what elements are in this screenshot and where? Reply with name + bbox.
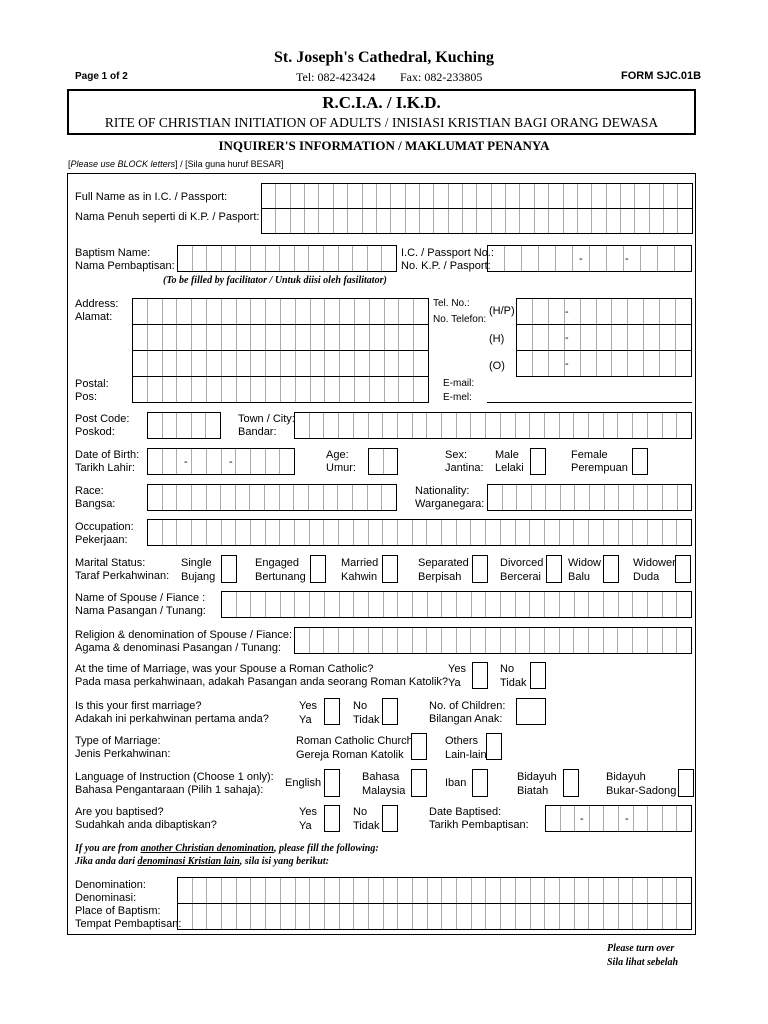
postal-input[interactable] [132,376,429,403]
other-denomination-note: If you are from another Christian denomination, please fill the following: [75,843,379,854]
age-input[interactable] [368,448,398,475]
bidayuh-bukar-label: Bidayuh Bukar-Sadong [606,771,677,797]
english-option-label: English [285,777,322,789]
marriage-type-label: Type of Marriage: [75,735,161,747]
phone-separator: - [565,332,569,344]
fax-number: Fax: 082-233805 [400,70,483,84]
iban-option-label: Iban [445,777,467,789]
no-label: No Tidak [500,663,527,689]
baptised-yes-checkbox[interactable] [324,805,340,832]
handphone-label: (H/P) [489,305,515,317]
children-label: No. of Children: [429,700,506,712]
baptism-name-input[interactable] [177,245,397,272]
block-letters-instruction: [Please use BLOCK letters] / [Sila guna huruf BESAR] [68,159,284,169]
widower-checkbox[interactable] [675,555,691,583]
marriage-type-label-malay: Jenis Perkahwinan: [75,748,171,760]
address-line-3-input[interactable] [132,350,429,377]
town-label: Town / City: [238,413,295,425]
bidayuh-biatah-checkbox[interactable] [563,769,579,797]
page-indicator: Page 1 of 2 [75,71,128,82]
place-of-baptism-input[interactable] [177,903,692,930]
spouse-name-input[interactable] [221,591,692,618]
date-separator: - [625,813,629,825]
spouse-religion-label: Religion & denomination of Spouse / Fiance: [75,629,293,641]
form-code: FORM SJC.01B [621,70,702,82]
sex-label-malay: Jantina: [445,462,484,474]
male-label: Male [495,449,519,461]
address-line-1-input[interactable] [132,298,429,325]
full-name-label-malay: Nama Penuh seperti di K.P. / Pasport: [75,211,260,223]
organization-name: St. Joseph's Cathedral, Kuching [273,49,495,66]
date-baptised-label-malay: Tarikh Pembaptisan: [429,819,529,831]
male-label-malay: Lelaki [495,462,524,474]
iban-checkbox[interactable] [472,769,488,797]
marital-option-engaged: Engaged Bertunang [255,557,306,583]
spouse-catholic-question: At the time of Marriage, was your Spouse a Roman Catholic? [75,663,374,675]
handphone-input[interactable] [516,298,692,325]
place-of-baptism-label: Place of Baptism: [75,905,161,917]
female-checkbox[interactable] [632,448,648,475]
denomination-label-malay: Denominasi: [75,892,137,904]
male-checkbox[interactable] [530,448,546,475]
baptism-name-label-malay: Nama Pembaptisan: [75,260,175,272]
marital-option-separated: Separated Berpisah [418,557,469,583]
catholic-church-checkbox[interactable] [411,733,427,760]
office-phone-input[interactable] [516,350,692,377]
form-subtitle: RITE OF CHRISTIAN INITIATION OF ADULTS / INISIASI KRISTIAN BAGI ORANG DEWASA [104,115,659,130]
sex-label: Sex: [445,449,468,461]
marital-option-widower: Widower Duda [633,557,676,583]
baptised-question: Are you baptised? [75,806,164,818]
spouse-name-label-malay: Nama Pasangan / Tunang: [75,605,206,617]
marital-option-married: Married Kahwin [341,557,379,583]
malay-option-label: Bahasa Malaysia [362,771,406,797]
phone-separator: - [565,358,569,370]
denomination-input[interactable] [177,877,692,904]
full-name-line-1-input[interactable] [261,183,693,209]
children-count-input[interactable] [516,698,546,725]
other-marriage-label: Others Lain-lain [445,735,487,761]
town-input[interactable] [294,412,692,439]
marital-option-widow: Widow Balu [568,557,602,583]
home-phone-input[interactable] [516,324,692,351]
spouse-catholic-yes-checkbox[interactable] [472,662,488,689]
first-marriage-question-malay: Adakah ini perkahwinan pertama anda? [75,713,269,725]
baptism-name-label: Baptism Name: [75,247,151,259]
separated-checkbox[interactable] [472,555,488,583]
form-title: R.C.I.A. / I.K.D. [322,93,441,112]
date-separator: - [229,456,233,468]
section-title: INQUIRER'S INFORMATION / MAKLUMAT PENANYA [218,138,550,153]
address-line-2-input[interactable] [132,324,429,351]
widow-checkbox[interactable] [603,555,619,583]
marital-status-label: Marital Status: [75,557,146,569]
yes-label: Yes Ya [299,700,317,726]
marital-status-label-malay: Taraf Perkahwinan: [75,570,170,582]
date-of-birth-label-malay: Tarikh Lahir: [75,462,135,474]
phone-separator: - [565,306,569,318]
email-input[interactable] [487,402,692,403]
home-phone-label: (H) [489,333,505,345]
date-separator: - [580,813,584,825]
language-label: Language of Instruction (Choose 1 only): [75,771,274,783]
race-label-malay: Bangsa: [75,498,116,510]
address-label: Address: [75,298,119,310]
occupation-label: Occupation: [75,521,134,533]
date-baptised-input[interactable] [545,805,692,832]
spouse-religion-label-malay: Agama & denominasi Pasangan / Tunang: [75,642,282,654]
single-checkbox[interactable] [221,555,237,583]
bidayuh-biatah-label: Bidayuh Biatah [517,771,557,797]
marital-option-single: Single Bujang [181,557,216,583]
postcode-label: Post Code: [75,413,130,425]
ic-number-label-malay: No. K.P. / Pasport: [401,260,491,272]
female-label-malay: Perempuan [571,462,628,474]
first-marriage-yes-checkbox[interactable] [324,698,340,725]
female-label: Female [571,449,608,461]
bidayuh-bukar-checkbox[interactable] [678,769,694,797]
nationality-label-malay: Warganegara: [415,498,485,510]
turn-over-note: Please turn over [607,943,675,954]
postcode-input[interactable] [147,412,221,439]
spouse-religion-input[interactable] [294,627,692,654]
postal-label: Postal: [75,378,109,390]
date-baptised-label: Date Baptised: [429,806,502,818]
spouse-catholic-question-malay: Pada masa perkahwinaan, adakah Pasangan anda seorang Roman Katolik? [75,676,449,688]
malay-checkbox[interactable] [411,769,427,797]
telephone-number: Tel: 082-423424 [296,70,376,84]
baptised-no-checkbox[interactable] [382,805,398,832]
first-marriage-no-checkbox[interactable] [382,698,398,725]
facilitator-note: (To be filled by facilitator / Untuk diisi oleh fasilitator) [163,275,387,286]
english-checkbox[interactable] [324,769,340,797]
marital-option-divorced: Divorced Bercerai [500,557,544,583]
full-name-line-2-input[interactable] [261,208,693,234]
turn-over-note-malay: Sila lihat sebelah [607,957,679,968]
divorced-checkbox[interactable] [546,555,562,583]
other-denomination-note-malay: Jika anda dari denominasi Kristian lain, sila isi yang berikut: [75,856,329,867]
postcode-label-malay: Poskod: [75,426,115,438]
yes-label: Yes Ya [299,806,317,832]
spouse-name-label: Name of Spouse / Fiance : [75,592,206,604]
nationality-input[interactable] [487,484,692,511]
baptised-question-malay: Sudahkah anda dibaptiskan? [75,819,217,831]
race-input[interactable] [147,484,397,511]
town-label-malay: Bandar: [238,426,277,438]
office-phone-label: (O) [489,360,505,372]
occupation-label-malay: Pekerjaan: [75,534,128,546]
postal-label-malay: Pos: [75,391,98,403]
denomination-label: Denomination: [75,879,146,891]
first-marriage-question: Is this your first marriage? [75,700,202,712]
date-of-birth-label: Date of Birth: [75,449,140,461]
married-checkbox[interactable] [382,555,398,583]
ic-separator: - [579,253,583,265]
date-of-birth-input[interactable] [147,448,295,475]
ic-separator: - [625,253,629,265]
place-of-baptism-label-malay: Tempat Pembaptisan: [75,918,182,930]
age-label: Age: [326,449,349,461]
catholic-church-label: Roman Catholic Church Gereja Roman Katolik [296,735,413,761]
occupation-input[interactable] [147,519,692,546]
yes-label: Yes Ya [448,663,466,689]
language-label-malay: Bahasa Pengantaraan (Pilih 1 sahaja): [75,784,264,796]
other-marriage-checkbox[interactable] [486,733,502,760]
race-label: Race: [75,485,104,497]
age-label-malay: Umur: [326,462,356,474]
no-label: No Tidak [353,700,380,726]
email-label: E-mail: [443,378,475,389]
full-name-label: Full Name as in I.C. / Passport: [75,191,228,203]
telephone-label: Tel. No.: [433,298,470,309]
engaged-checkbox[interactable] [310,555,326,583]
spouse-catholic-no-checkbox[interactable] [530,662,546,689]
date-separator: - [184,456,188,468]
children-label-malay: Bilangan Anak: [429,713,503,725]
nationality-label: Nationality: [415,485,470,497]
address-label-malay: Alamat: [75,311,113,323]
email-label-malay: E-mel: [443,392,472,403]
ic-number-input[interactable] [487,245,692,272]
ic-number-label: I.C. / Passport No.: [401,247,494,259]
no-label: No Tidak [353,806,380,832]
telephone-label-malay: No. Telefon: [433,314,487,325]
